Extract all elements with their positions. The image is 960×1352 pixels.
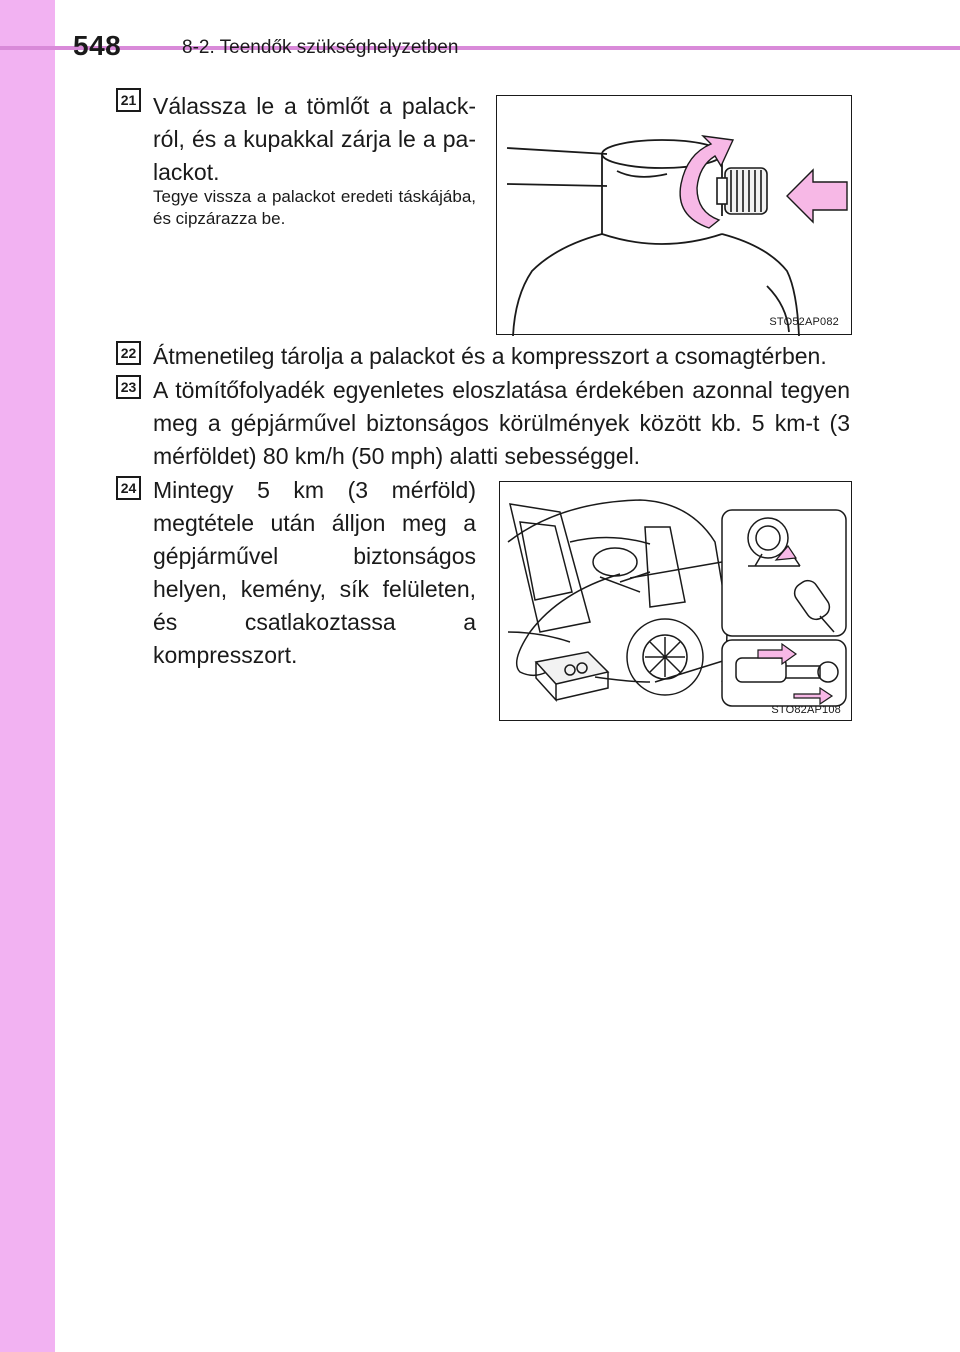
step-21-text: Válassza le a tömlőt a palackról, és a kupakkal zárja le a palackot. [153,93,476,185]
chapter-side-band [0,0,55,1352]
car-figure-code: STO82AP108 [771,704,841,716]
car-drawing [500,482,853,722]
car-compressor-illustration [499,481,852,721]
page-number: 548 [73,30,122,61]
step-22-text: Átmenetileg tárolja a palackot és a kompresszort a csomagtérben. [153,343,827,369]
step-badge-23: 23 [116,375,141,399]
section-title: 8-2. Teendők szükséghelyzetben [182,37,459,58]
step-badge-24: 24 [116,476,141,500]
step-21-note: Tegye vissza a palackot eredeti táskájába, és cipzárazza be. [153,187,476,228]
header-rule [0,46,960,50]
step-badge-22: 22 [116,341,141,365]
step-23-text: A tömítőfolyadék egyenletes eloszlatása érdekében azonnal tegyen meg a gépjárművel biztonságos körülmények között kb. 5 km-t (3 mérföldet) 80 km/h (50 mph) alatti sebességgel. [153,377,850,469]
step-24-text: Mintegy 5 km (3 mérföld) megtétele után álljon meg a gépjárművel biztonságos helyen, kemény, sík felületen, és csatlakoztassa a kompresszort. [153,477,476,668]
step-badge-21: 21 [116,88,141,112]
bottle-cap-illustration [496,95,852,335]
bottle-drawing [497,96,853,336]
bottle-figure-code: STO52AP082 [769,316,839,328]
